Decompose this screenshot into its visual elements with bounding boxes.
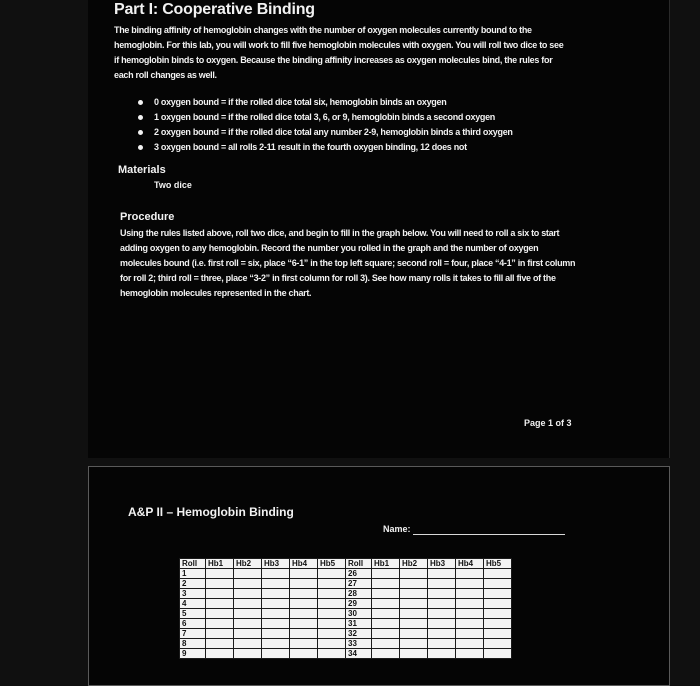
roll-number-cell: 28 [346,589,372,599]
empty-entry-cell [428,589,456,599]
table-row [180,649,512,659]
binding-rules-list [134,95,574,155]
page-number: Page 1 of 3 [524,418,572,428]
empty-entry-cell [484,569,512,579]
empty-entry-cell [206,609,234,619]
empty-entry-cell [262,649,290,659]
empty-entry-cell [262,599,290,609]
procedure-heading: Procedure [120,211,175,223]
table-row [180,599,512,609]
rule-item: 1 oxygen bound = if the rolled dice total 3, 6, or 9, hemoglobin binds a second oxygen [134,110,574,125]
rule-item: 2 oxygen bound = if the rolled dice total any number 2-9, hemoglobin binds a third oxygen [134,125,574,140]
table-row [180,589,512,599]
empty-entry-cell [262,629,290,639]
rule-item: 0 oxygen bound = if the rolled dice total six, hemoglobin binds an oxygen [134,95,574,110]
empty-entry-cell [484,579,512,589]
empty-entry-cell [318,599,346,609]
roll-number-cell: 34 [346,649,372,659]
empty-entry-cell [372,619,400,629]
empty-entry-cell [372,629,400,639]
empty-entry-cell [206,579,234,589]
empty-entry-cell [234,579,262,589]
empty-entry-cell [400,579,428,589]
empty-entry-cell [262,569,290,579]
empty-entry-cell [372,589,400,599]
roll-number-cell: 5 [180,609,206,619]
empty-entry-cell [262,639,290,649]
roll-number-cell: 31 [346,619,372,629]
empty-entry-cell [262,619,290,629]
roll-number-cell: 3 [180,589,206,599]
table-row [180,639,512,649]
empty-entry-cell [372,599,400,609]
roll-number-cell: 9 [180,649,206,659]
empty-entry-cell [456,569,484,579]
roll-number-cell: 32 [346,629,372,639]
empty-entry-cell [372,569,400,579]
empty-entry-cell [484,649,512,659]
roll-number-cell: 30 [346,609,372,619]
empty-entry-cell [484,609,512,619]
roll-number-cell: 8 [180,639,206,649]
document-page-2 [88,466,670,686]
table-header-cell: Hb3 [262,559,290,569]
empty-entry-cell [456,629,484,639]
empty-entry-cell [234,589,262,599]
empty-entry-cell [456,609,484,619]
name-blank-line [413,534,565,535]
table-header-cell: Hb1 [372,559,400,569]
empty-entry-cell [372,579,400,589]
table-header-row [180,559,512,569]
empty-entry-cell [290,639,318,649]
empty-entry-cell [318,619,346,629]
roll-number-cell: 29 [346,599,372,609]
table-header-cell: Hb5 [318,559,346,569]
empty-entry-cell [206,649,234,659]
roll-number-cell: 2 [180,579,206,589]
empty-entry-cell [400,649,428,659]
table-header-cell: Hb2 [234,559,262,569]
empty-entry-cell [234,609,262,619]
empty-entry-cell [400,629,428,639]
table-row [180,609,512,619]
empty-entry-cell [318,649,346,659]
empty-entry-cell [456,639,484,649]
empty-entry-cell [206,599,234,609]
empty-entry-cell [400,639,428,649]
empty-entry-cell [234,569,262,579]
empty-entry-cell [456,599,484,609]
empty-entry-cell [428,609,456,619]
worksheet-title: A&P II – Hemoglobin Binding [128,505,294,519]
empty-entry-cell [318,639,346,649]
empty-entry-cell [290,599,318,609]
table-header-cell: Hb3 [428,559,456,569]
roll-number-cell: 27 [346,579,372,589]
empty-entry-cell [428,569,456,579]
materials-heading: Materials [118,164,166,176]
table-header-cell: Hb4 [290,559,318,569]
intro-paragraph: The binding affinity of hemoglobin changes with the number of oxygen molecules currently bound to the hemoglobin. For this lab, you will work to fill five hemoglobin molecules with oxygen. You will roll two dice to see if hemoglobin binds to oxygen. Because the binding affinity increases as oxygen molecules bind, the rules for each roll changes as well. [114,25,564,80]
empty-entry-cell [318,609,346,619]
empty-entry-cell [456,589,484,599]
empty-entry-cell [234,649,262,659]
document-page-1 [88,0,670,458]
name-label: Name: [383,524,411,534]
empty-entry-cell [206,589,234,599]
roll-number-cell: 1 [180,569,206,579]
table-header-cell: Roll [346,559,372,569]
empty-entry-cell [206,569,234,579]
table-row [180,569,512,579]
empty-entry-cell [456,579,484,589]
empty-entry-cell [290,619,318,629]
empty-entry-cell [206,639,234,649]
empty-entry-cell [234,599,262,609]
empty-entry-cell [428,629,456,639]
empty-entry-cell [372,649,400,659]
empty-entry-cell [262,609,290,619]
table-row [180,579,512,589]
empty-entry-cell [400,599,428,609]
roll-number-cell: 7 [180,629,206,639]
empty-entry-cell [400,569,428,579]
empty-entry-cell [428,599,456,609]
procedure-paragraph: Using the rules listed above, roll two dice, and begin to fill in the graph below. You will need to roll a six to start adding oxygen to any hemoglobin. Record the number you rolled in the graph and the number of oxygen molecules bound (i.e. first roll = six, place “6-1” in the top left square; second roll = four, place “4-1” in first column for roll 2; third roll = three, place “3-2” in first column for roll 3). See how many rolls it takes to fill all five of the hemoglobin molecules represented in the chart. [120,228,576,298]
table-row [180,619,512,629]
page-title: Part I: Cooperative Binding [114,1,315,18]
empty-entry-cell [484,639,512,649]
empty-entry-cell [290,589,318,599]
empty-entry-cell [290,629,318,639]
empty-entry-cell [318,579,346,589]
empty-entry-cell [484,589,512,599]
table-header-cell: Hb5 [484,559,512,569]
empty-entry-cell [428,619,456,629]
empty-entry-cell [234,619,262,629]
empty-entry-cell [428,649,456,659]
materials-item: Two dice [154,180,192,190]
empty-entry-cell [290,569,318,579]
roll-number-cell: 33 [346,639,372,649]
empty-entry-cell [290,649,318,659]
empty-entry-cell [318,569,346,579]
empty-entry-cell [318,589,346,599]
empty-entry-cell [262,589,290,599]
empty-entry-cell [318,629,346,639]
empty-entry-cell [484,619,512,629]
empty-entry-cell [234,639,262,649]
empty-entry-cell [484,599,512,609]
empty-entry-cell [206,619,234,629]
roll-number-cell: 6 [180,619,206,629]
empty-entry-cell [400,609,428,619]
roll-number-cell: 26 [346,569,372,579]
empty-entry-cell [400,589,428,599]
empty-entry-cell [290,609,318,619]
table-row [180,629,512,639]
empty-entry-cell [428,579,456,589]
empty-entry-cell [456,649,484,659]
empty-entry-cell [484,629,512,639]
empty-entry-cell [456,619,484,629]
empty-entry-cell [234,629,262,639]
roll-number-cell: 4 [180,599,206,609]
empty-entry-cell [400,619,428,629]
empty-entry-cell [290,579,318,589]
rule-item: 3 oxygen bound = all rolls 2-11 result in the fourth oxygen binding, 12 does not [134,140,574,155]
empty-entry-cell [372,609,400,619]
table-header-cell: Hb2 [400,559,428,569]
empty-entry-cell [206,629,234,639]
empty-entry-cell [262,579,290,589]
table-header-cell: Hb1 [206,559,234,569]
empty-entry-cell [428,639,456,649]
hemoglobin-binding-table [179,558,512,659]
table-header-cell: Hb4 [456,559,484,569]
empty-entry-cell [372,639,400,649]
table-header-cell: Roll [180,559,206,569]
